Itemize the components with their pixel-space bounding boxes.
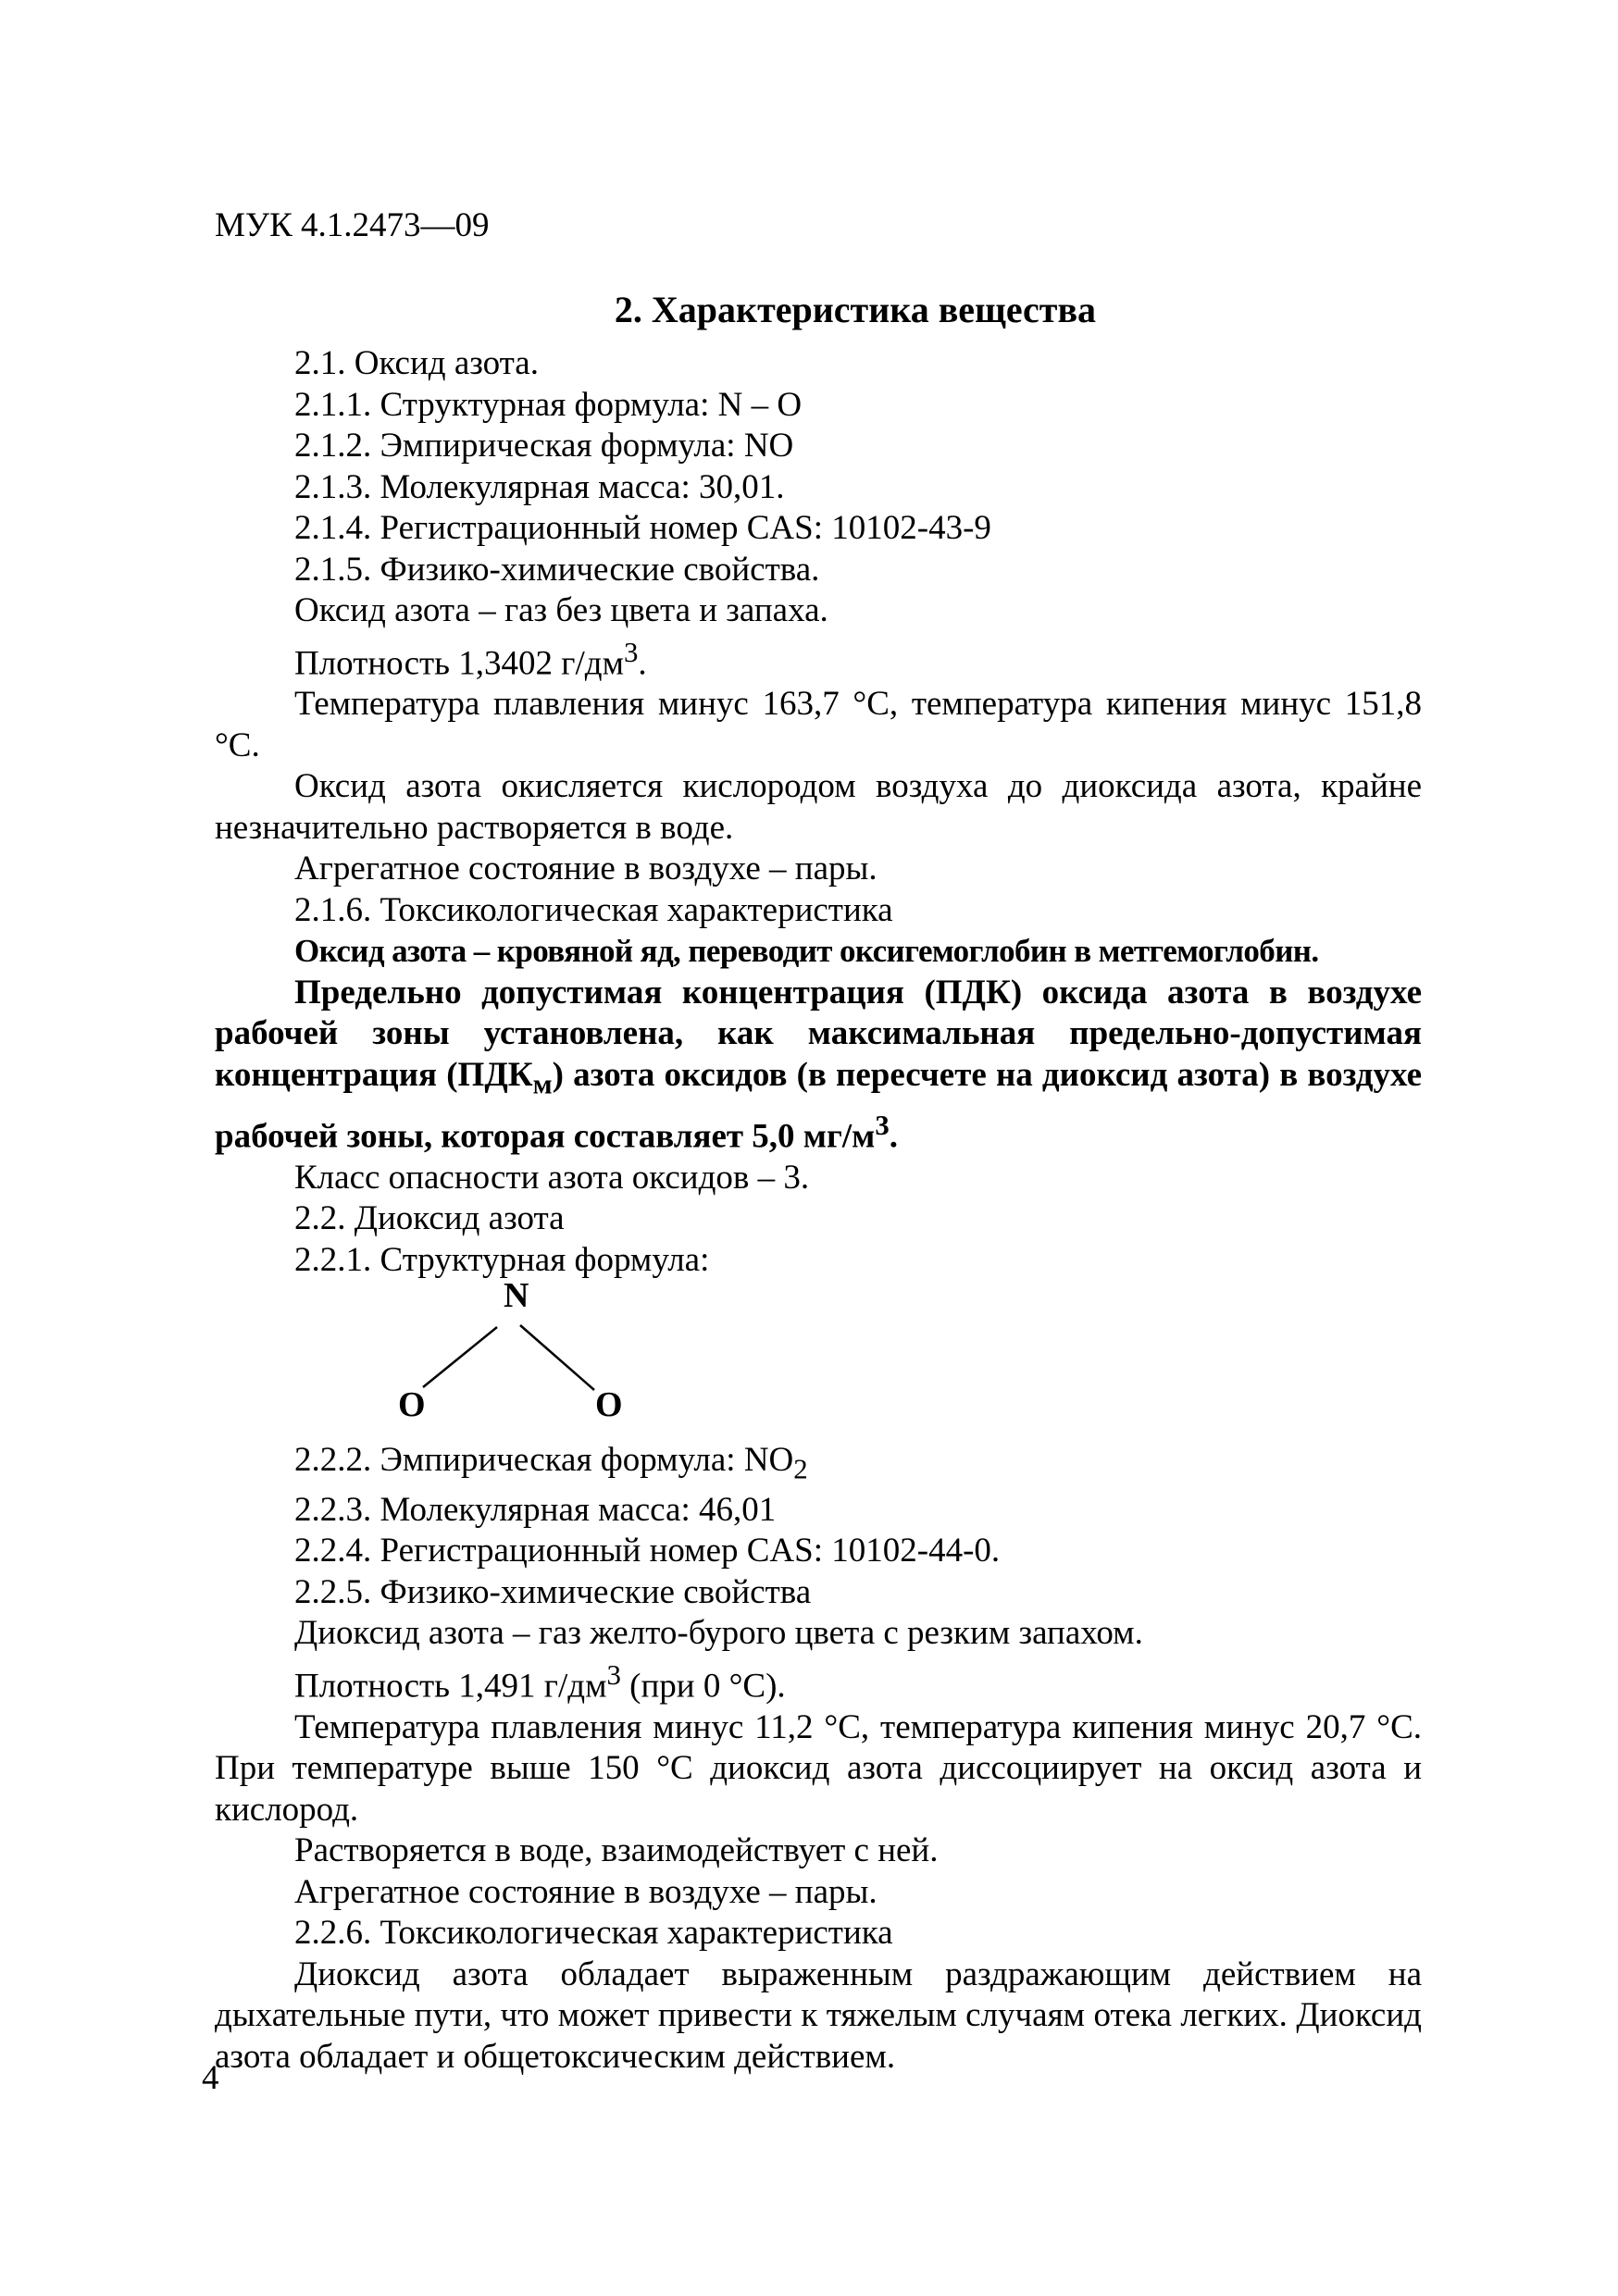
atom-oxygen-left: O bbox=[398, 1385, 426, 1425]
item-2-2-1: 2.2.1. Структурная формула: bbox=[294, 1240, 710, 1279]
no2-density-sup: 3 bbox=[606, 1658, 621, 1691]
atom-oxygen-right: O bbox=[595, 1385, 623, 1425]
no2-solubility: Растворяется в воде, взаимодействует с ней. bbox=[294, 1831, 939, 1870]
item-2-1-3: 2.1.3. Молекулярная масса: 30,01. bbox=[294, 467, 785, 506]
no-temperatures: Температура плавления минус 163,7 °С, температура кипения минус 151,8 °С. bbox=[215, 685, 1422, 764]
item-2-2-3: 2.2.3. Молекулярная масса: 46,01 bbox=[294, 1490, 777, 1529]
no-density-end: . bbox=[638, 643, 647, 682]
no-density bbox=[215, 632, 1422, 685]
item-2-2-4: 2.2.4. Регистрационный номер CAS: 10102-44-0. bbox=[294, 1532, 1001, 1570]
no-pdk bbox=[215, 973, 1422, 1158]
subsection-2-1: 2.1. Оксид азота. bbox=[294, 344, 539, 382]
no-description: Оксид азота – газ без цвета и запаха. bbox=[294, 591, 828, 629]
bond-left bbox=[423, 1327, 497, 1387]
item-2-2-2 bbox=[215, 1440, 1422, 1490]
no2-density-text: Плотность 1,491 г/дм bbox=[294, 1667, 607, 1706]
item-2-2-2-sub: 2 bbox=[793, 1453, 808, 1485]
item-2-1-5: 2.1.5. Физико-химические свойства. bbox=[294, 550, 820, 589]
item-2-1-6: 2.1.6. Токсикологическая характеристика bbox=[294, 890, 893, 929]
page-content bbox=[215, 282, 1422, 2078]
no-hazard-class: Класс опасности азота оксидов – 3. bbox=[294, 1158, 810, 1197]
subsection-2-2: 2.2. Диоксид азота bbox=[294, 1199, 565, 1238]
no-pdk-text: Предельно допустимая концентрация (ПДК) оксида азота в воздухе рабочей зоны установлена, как максимальная предельно-допустимая концентрация (ПДК bbox=[215, 973, 1422, 1094]
no-toxicity: Оксид азота – кровяной яд, переводит оксигемоглобин в метгемоглобин. bbox=[294, 933, 1319, 970]
no-pdk-sup: 3 bbox=[875, 1109, 890, 1141]
section-title: 2. Характеристика вещества bbox=[614, 289, 1097, 330]
no2-density-end: (при 0 °С). bbox=[620, 1667, 786, 1706]
item-2-1-1: 2.1.1. Структурная формула: N – O bbox=[294, 385, 803, 424]
no-aggregate-state: Агрегатное состояние в воздухе – пары. bbox=[294, 850, 877, 888]
item-2-1-2: 2.1.2. Эмпирическая формула: NO bbox=[294, 427, 794, 465]
no-pdk-end: . bbox=[889, 1117, 898, 1156]
no-oxidation: Оксид азота окисляется кислородом воздуха до диоксида азота, крайне незначительно растворяется в воде. bbox=[215, 767, 1422, 847]
page-number: 4 bbox=[202, 2059, 219, 2097]
no-density-text: Плотность 1,3402 г/дм bbox=[294, 643, 624, 682]
no-pdk-text-2: ) азота оксидов (в пересчете на диоксид азота) в воздухе рабочей зоны, которая составляет 5,0 мг/м bbox=[215, 1055, 1422, 1156]
item-2-2-5: 2.2.5. Физико-химические свойства bbox=[294, 1572, 812, 1611]
no-pdk-sub: м bbox=[532, 1068, 553, 1100]
item-2-1-4: 2.1.4. Регистрационный номер CAS: 10102-43-9 bbox=[294, 509, 991, 547]
no2-aggregate-state: Агрегатное состояние в воздухе – пары. bbox=[294, 1872, 877, 1911]
item-2-2-6: 2.2.6. Токсикологическая характеристика bbox=[294, 1914, 893, 1953]
bond-lines bbox=[386, 1281, 719, 1429]
item-2-2-2-text: 2.2.2. Эмпирическая формула: NO bbox=[294, 1441, 794, 1480]
no2-toxicity: Диоксид азота обладает выраженным раздражающим действием на дыхательные пути, что может привести к тяжелым случаям отека легких. Диоксид азота обладает и общетоксическим действием. bbox=[215, 1955, 1422, 2076]
bond-right bbox=[520, 1325, 594, 1390]
no-density-sup: 3 bbox=[624, 636, 639, 668]
no2-temperatures: Температура плавления минус 11,2 °С, температура кипения минус 20,7 °С. При температуре выше 150 °С диоксид азота диссоциирует на оксид азота и кислород. bbox=[215, 1707, 1422, 1829]
no2-density bbox=[215, 1655, 1422, 1707]
no2-description: Диоксид азота – газ желто-бурого цвета с резким запахом. bbox=[294, 1614, 1143, 1653]
document-code: МУК 4.1.2473—09 bbox=[215, 206, 490, 244]
atom-nitrogen: N bbox=[504, 1276, 529, 1316]
no2-structural-formula bbox=[215, 1276, 1422, 1440]
